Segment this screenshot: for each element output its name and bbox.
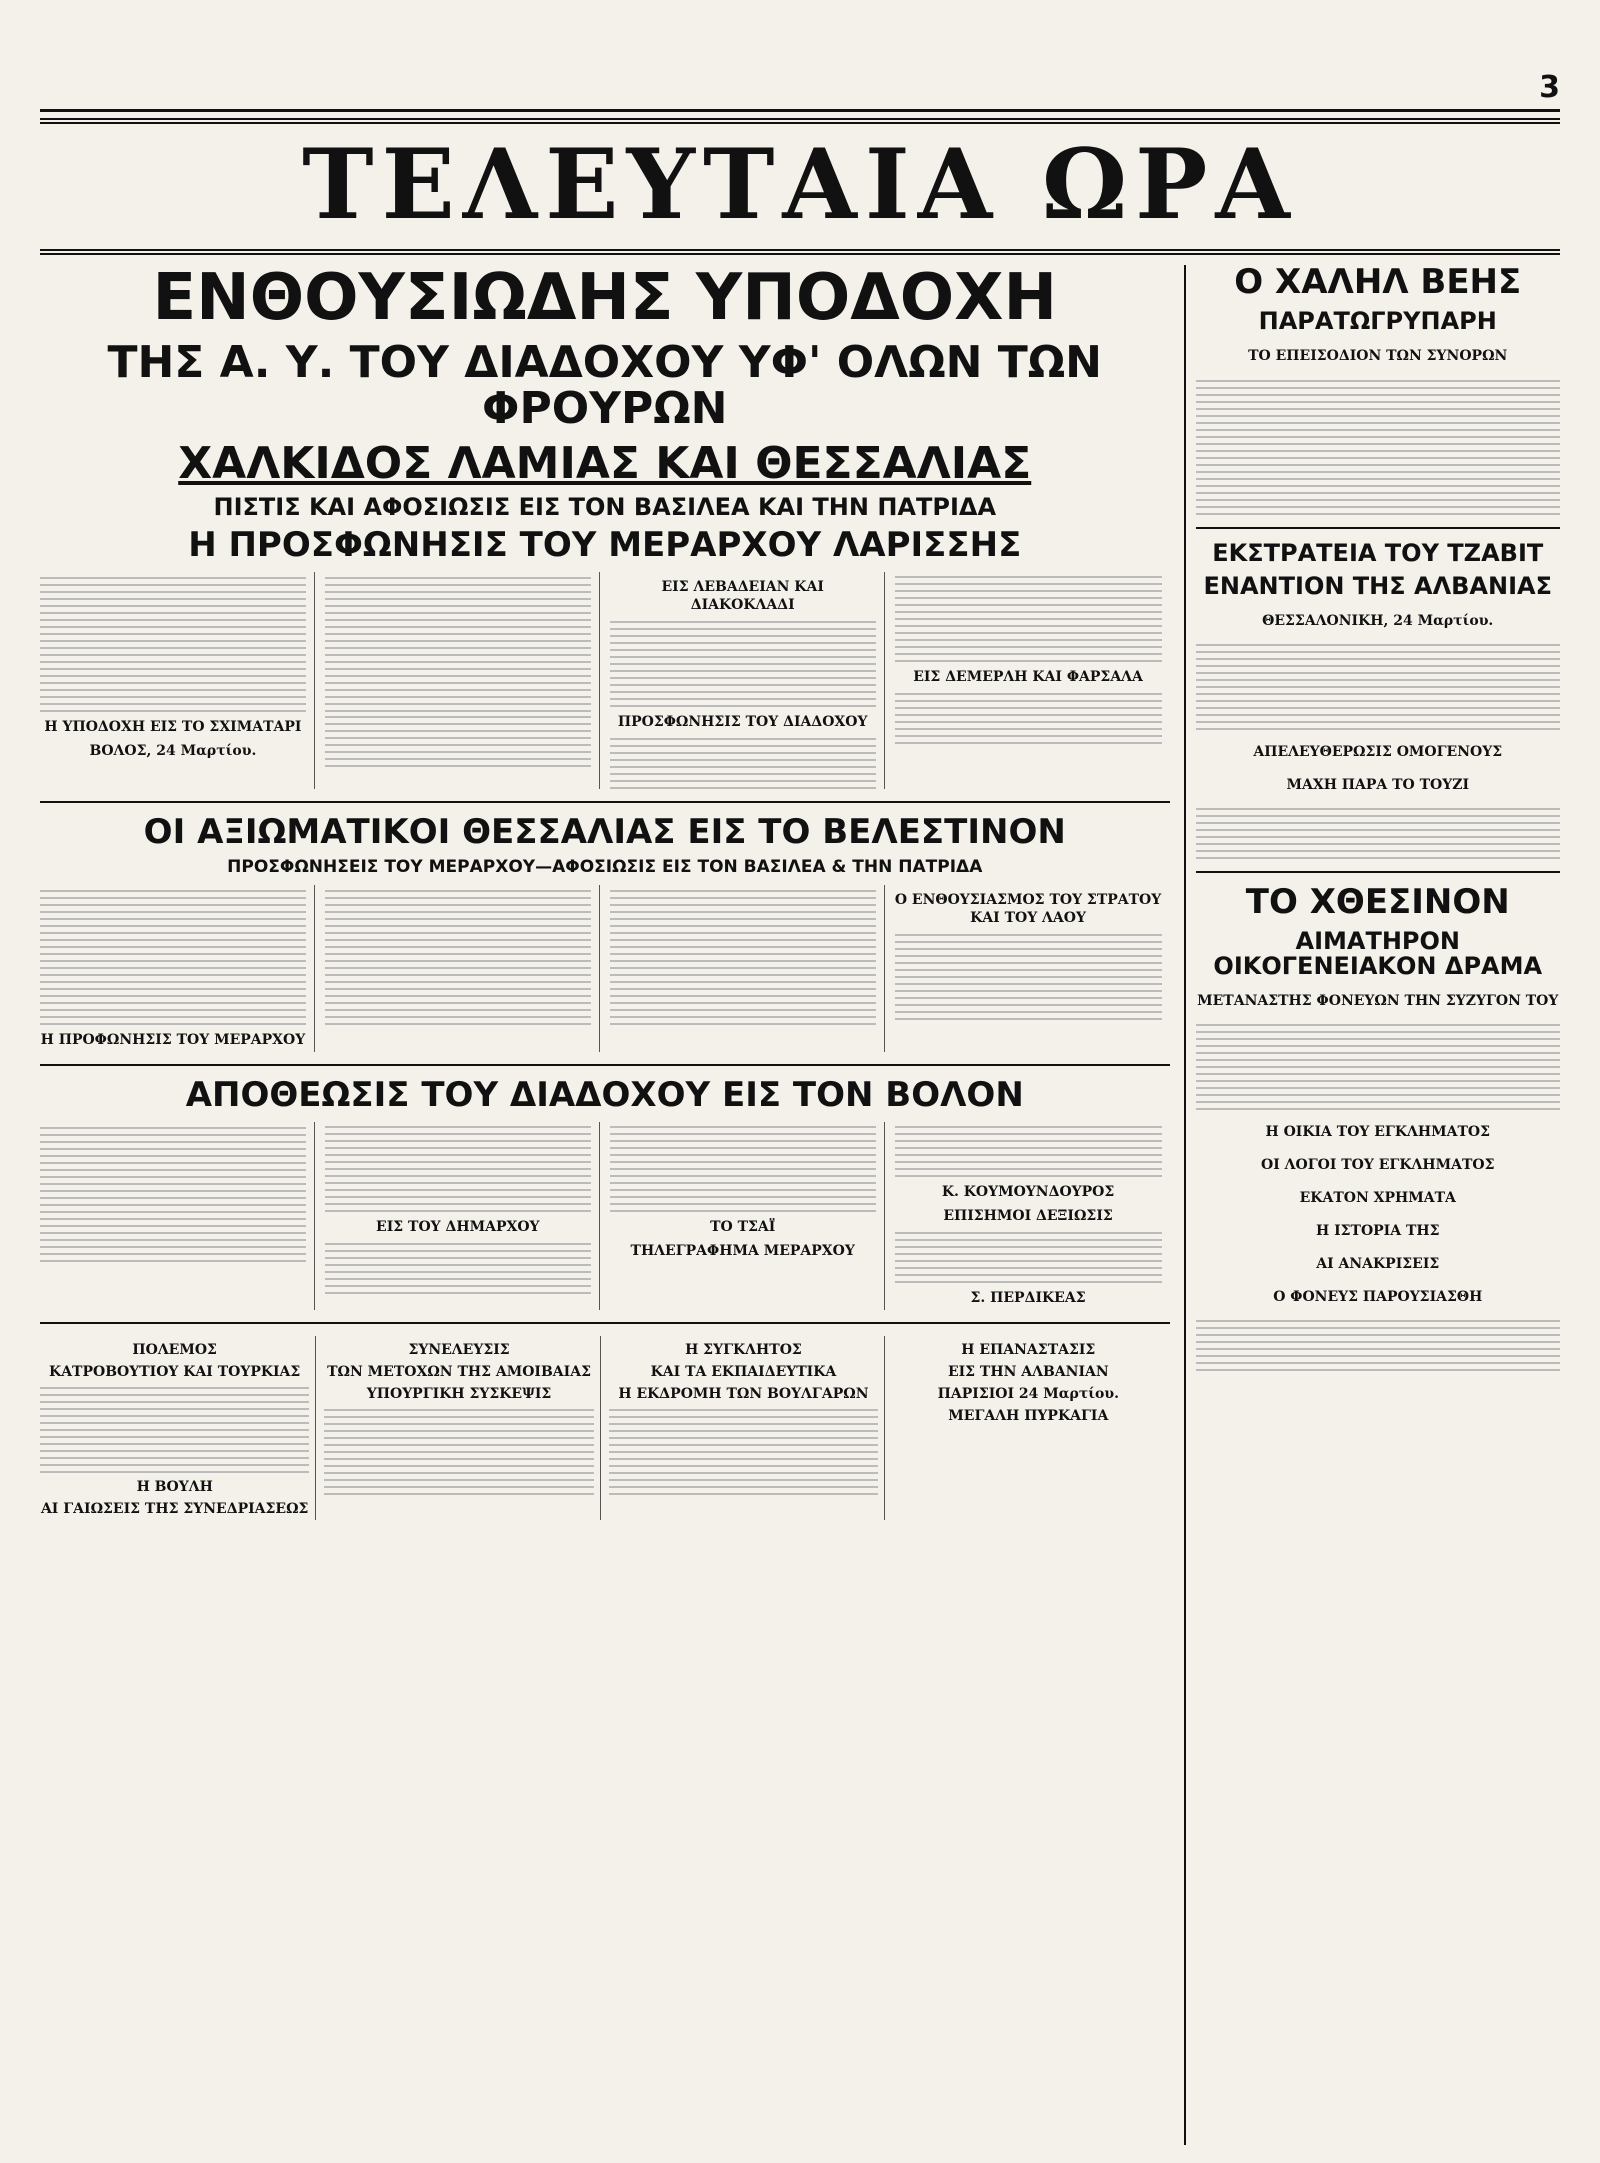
body-text bbox=[1196, 804, 1561, 859]
subhead: Η ΠΡΟΦΩΝΗΣΙΣ ΤΟΥ ΜΕΡΑΡΧΟΥ bbox=[40, 1031, 306, 1048]
subhead: Η ΒΟΥΛΗ bbox=[136, 1479, 213, 1496]
section2-headline: ΟΙ ΑΞΙΩΜΑΤΙΚΟΙ ΘΕΣΣΑΛΙΑΣ ΕΙΣ ΤΟ ΒΕΛΕΣΤΙΝΟΝ bbox=[143, 812, 1066, 853]
headline-main: ΕΝΘΟΥΣΙΩΔΗΣ ΥΠΟΔΟΧΗ bbox=[152, 265, 1058, 335]
article-columns-1 bbox=[40, 572, 1170, 790]
masthead-strip bbox=[40, 70, 1560, 112]
dateline: ΠΑΡΙΣΙΟΙ 24 Μαρτίου. bbox=[937, 1386, 1119, 1403]
right-subhead: ΑΠΕΛΕΥΘΕΡΩΣΙΣ ΟΜΟΓΕΝΟΥΣ bbox=[1253, 744, 1503, 761]
dateline: ΒΟΛΟΣ, 24 Μαρτίου. bbox=[89, 742, 257, 759]
headline-fourth: ΠΙΣΤΙΣ ΚΑΙ ΑΦΟΣΙΩΣΙΣ ΕΙΣ ΤΟΝ ΒΑΣΙΛΕΑ ΚΑΙ ΤΗΝ ΠΑΤΡΙΔΑ bbox=[213, 492, 997, 521]
subhead: ΚΑΤΡΟΒΟΥΤΙΟΥ ΚΑΙ ΤΟΥΡΚΙΑΣ bbox=[49, 1364, 301, 1381]
right-subhead: ΜΑΧΗ ΠΑΡΑ ΤΟ ΤΟΥΖΙ bbox=[1286, 777, 1470, 794]
subhead: ΕΙΣ ΤΗΝ ΑΛΒΑΝΙΑΝ bbox=[947, 1364, 1109, 1381]
right-subhead: ΜΕΤΑΝΑΣΤΗΣ ΦΟΝΕΥΩΝ ΤΗΝ ΣΥΖΥΓΟΝ ΤΟΥ bbox=[1197, 993, 1559, 1010]
body-text bbox=[325, 572, 591, 712]
divider bbox=[40, 1322, 1170, 1324]
body-text bbox=[40, 1122, 306, 1262]
body-text bbox=[610, 1122, 876, 1212]
subhead: ΠΟΛΕΜΟΣ bbox=[132, 1342, 217, 1359]
right-headline-1: Ο ΧΑΛΗΛ ΒΕΗΣ bbox=[1234, 265, 1522, 302]
subhead: ΥΠΟΥΡΓΙΚΗ ΣΥΣΚΕΨΙΣ bbox=[366, 1386, 552, 1403]
body-text bbox=[40, 572, 306, 712]
article-col bbox=[325, 885, 600, 1052]
subhead: Ο ΕΝΘΟΥΣΙΑΣΜΟΣ ΤΟΥ ΣΤΡΑΤΟΥ ΚΑΙ ΤΟΥ ΛΑΟΥ bbox=[894, 891, 1162, 926]
subhead: ΕΠΙΣΗΜΟΙ ΔΕΞΙΩΣΙΣ bbox=[943, 1207, 1113, 1224]
body-text bbox=[609, 1405, 878, 1495]
right-column bbox=[1184, 265, 1561, 2145]
article-col bbox=[895, 572, 1170, 790]
body-text bbox=[325, 885, 591, 1025]
body-text bbox=[325, 1239, 591, 1294]
page-number: 3 bbox=[1539, 70, 1560, 105]
article-col bbox=[40, 572, 315, 790]
signature: Κ. ΚΟΥΜΟΥΝΔΟΥΡΟΣ bbox=[941, 1183, 1115, 1200]
body-text bbox=[324, 1405, 593, 1495]
subhead: ΤΗΛΕΓΡΑΦΗΜΑ ΜΕΡΑΡΧΟΥ bbox=[630, 1242, 855, 1259]
right-subhead: Ο ΦΟΝΕΥΣ ΠΑΡΟΥΣΙΑΣΘΗ bbox=[1273, 1289, 1483, 1306]
body-text bbox=[325, 712, 591, 767]
article-col bbox=[325, 572, 600, 790]
bottom-article bbox=[893, 1336, 1169, 1520]
body-text bbox=[325, 1122, 591, 1212]
article-col bbox=[895, 1122, 1170, 1311]
left-column-group bbox=[40, 265, 1170, 2145]
subhead: Η ΣΥΓΚΛΗΤΟΣ bbox=[685, 1342, 802, 1359]
right-subhead: Η ΙΣΤΟΡΙΑ ΤΗΣ bbox=[1315, 1223, 1440, 1240]
banner-title: ΤΕΛΕΥΤΑΙΑ ΩΡΑ bbox=[40, 118, 1560, 255]
body-text bbox=[610, 617, 876, 707]
right-subhead-1: ΠΑΡΑΤΩΓΡΥΠΑΡΗ bbox=[1258, 306, 1497, 335]
right-subhead: ΕΚΑΤΟΝ ΧΡΗΜΑΤΑ bbox=[1299, 1190, 1456, 1207]
subhead: ΚΑΙ ΤΑ ΕΚΠΑΙΔΕΥΤΙΚΑ bbox=[650, 1364, 837, 1381]
body-text bbox=[40, 885, 306, 1025]
body-text bbox=[1196, 1020, 1561, 1110]
divider bbox=[40, 801, 1170, 803]
right-subhead: ΑΙ ΑΝΑΚΡΙΣΕΙΣ bbox=[1316, 1256, 1440, 1273]
divider bbox=[1196, 527, 1561, 529]
subhead: ΤΟ ΤΣΑΪ bbox=[710, 1218, 776, 1235]
body-text bbox=[610, 734, 876, 789]
subhead: ΕΙΣ ΛΕΒΑΔΕΙΑΝ ΚΑΙ ΔΙΑΚΟΚΛΑΔΙ bbox=[661, 578, 824, 613]
body-text bbox=[895, 572, 1162, 662]
article-col bbox=[40, 885, 315, 1052]
subhead: ΤΩΝ ΜΕΤΟΧΩΝ ΤΗΣ ΑΜΟΙΒΑΙΑΣ bbox=[327, 1364, 591, 1381]
dateline: ΘΕΣΣΑΛΟΝΙΚΗ, 24 Μαρτίου. bbox=[1262, 613, 1494, 630]
article-col bbox=[610, 572, 885, 790]
divider bbox=[40, 1064, 1170, 1066]
headline-second: ΤΗΣ Α. Υ. ΤΟΥ ΔΙΑΔΟΧΟΥ ΥΦ' ΟΛΩΝ ΤΩΝ ΦΡΟΥΡΩΝ bbox=[107, 337, 1103, 435]
article-col bbox=[40, 1122, 315, 1311]
right-subhead-3: ΑΙΜΑΤΗΡΟΝ ΟΙΚΟΓΕΝΕΙΑΚΟΝ ΔΡΑΜΑ bbox=[1213, 926, 1543, 981]
subhead: ΜΕΓΑΛΗ ΠΥΡΚΑΓΙΑ bbox=[948, 1408, 1109, 1425]
subhead: Η ΕΚΔΡΟΜΗ ΤΩΝ ΒΟΥΛΓΑΡΩΝ bbox=[618, 1386, 869, 1403]
body-text bbox=[895, 689, 1162, 744]
bottom-row bbox=[40, 1336, 1170, 1520]
article-columns-2 bbox=[40, 885, 1170, 1052]
right-headline-2: ΕΚΣΤΡΑΤΕΙΑ ΤΟΥ ΤΖΑΒΙΤ bbox=[1212, 538, 1544, 567]
body-text bbox=[895, 1122, 1162, 1177]
article-columns-3 bbox=[40, 1122, 1170, 1311]
bottom-article bbox=[324, 1336, 600, 1520]
article-col bbox=[895, 885, 1170, 1052]
body-text bbox=[895, 1228, 1162, 1283]
right-subhead-2: ΕΝΑΝΤΙΟΝ ΤΗΣ ΑΛΒΑΝΙΑΣ bbox=[1203, 572, 1552, 601]
body-text bbox=[610, 885, 876, 1025]
subhead: ΣΥΝΕΛΕΥΣΙΣ bbox=[408, 1342, 510, 1359]
bottom-article bbox=[40, 1336, 316, 1520]
subhead: ΑΙ ΓΑΙΩΣΕΙΣ ΤΗΣ ΣΥΝΕΔΡΙΑΣΕΩΣ bbox=[40, 1501, 309, 1518]
section3-headline: ΑΠΟΘΕΩΣΙΣ ΤΟΥ ΔΙΑΔΟΧΟΥ ΕΙΣ ΤΟΝ ΒΟΛΟΝ bbox=[185, 1074, 1024, 1115]
body-text bbox=[1196, 640, 1561, 730]
subhead: ΕΙΣ ΔΕΜΕΡΛΗ ΚΑΙ ΦΑΡΣΑΛΑ bbox=[913, 668, 1143, 685]
article-col bbox=[610, 1122, 885, 1311]
headline-fifth: Η ΠΡΟΣΦΩΝΗΣΙΣ ΤΟΥ ΜΕΡΑΡΧΟΥ ΛΑΡΙΣΣΗΣ bbox=[188, 524, 1022, 565]
article-col bbox=[610, 885, 885, 1052]
article-col bbox=[325, 1122, 600, 1311]
body-text bbox=[895, 930, 1162, 1020]
body-text bbox=[40, 1383, 309, 1473]
subhead: ΠΡΟΣΦΩΝΗΣΙΣ ΤΟΥ ΔΙΑΔΟΧΟΥ bbox=[617, 714, 868, 730]
right-subhead: ΤΟ ΕΠΕΙΣΟΔΙΟΝ ΤΩΝ ΣΥΝΟΡΩΝ bbox=[1248, 347, 1508, 364]
subhead: Η ΥΠΟΔΟΧΗ ΕΙΣ ΤΟ ΣΧΙΜΑΤΑΡΙ bbox=[44, 718, 302, 735]
right-subhead: ΟΙ ΛΟΓΟΙ ΤΟΥ ΕΓΚΛΗΜΑΤΟΣ bbox=[1261, 1157, 1495, 1174]
signature: Σ. ΠΕΡΔΙΚΕΑΣ bbox=[970, 1289, 1086, 1306]
divider bbox=[1196, 871, 1561, 873]
section2-subhead: ΠΡΟΣΦΩΝΗΣΕΙΣ ΤΟΥ ΜΕΡΑΡΧΟΥ—ΑΦΟΣΙΩΣΙΣ ΕΙΣ ΤΟΝ ΒΑΣΙΛΕΑ & ΤΗΝ ΠΑΤΡΙΔΑ bbox=[227, 856, 983, 877]
headline-third: ΧΑΛΚΙΔΟΣ ΛΑΜΙΑΣ ΚΑΙ ΘΕΣΣΑΛΙΑΣ bbox=[178, 437, 1032, 489]
body-text bbox=[1196, 375, 1561, 515]
body-text bbox=[1196, 1316, 1561, 1371]
right-subhead: Η ΟΙΚΙΑ ΤΟΥ ΕΓΚΛΗΜΑΤΟΣ bbox=[1265, 1124, 1491, 1141]
content-grid bbox=[40, 265, 1560, 2145]
subhead: ΕΙΣ ΤΟΥ ΔΗΜΑΡΧΟΥ bbox=[376, 1218, 540, 1235]
right-headline-3: ΤΟ ΧΘΕΣΙΝΟΝ bbox=[1245, 882, 1510, 923]
subhead: Η ΕΠΑΝΑΣΤΑΣΙΣ bbox=[961, 1342, 1096, 1359]
bottom-article bbox=[609, 1336, 885, 1520]
